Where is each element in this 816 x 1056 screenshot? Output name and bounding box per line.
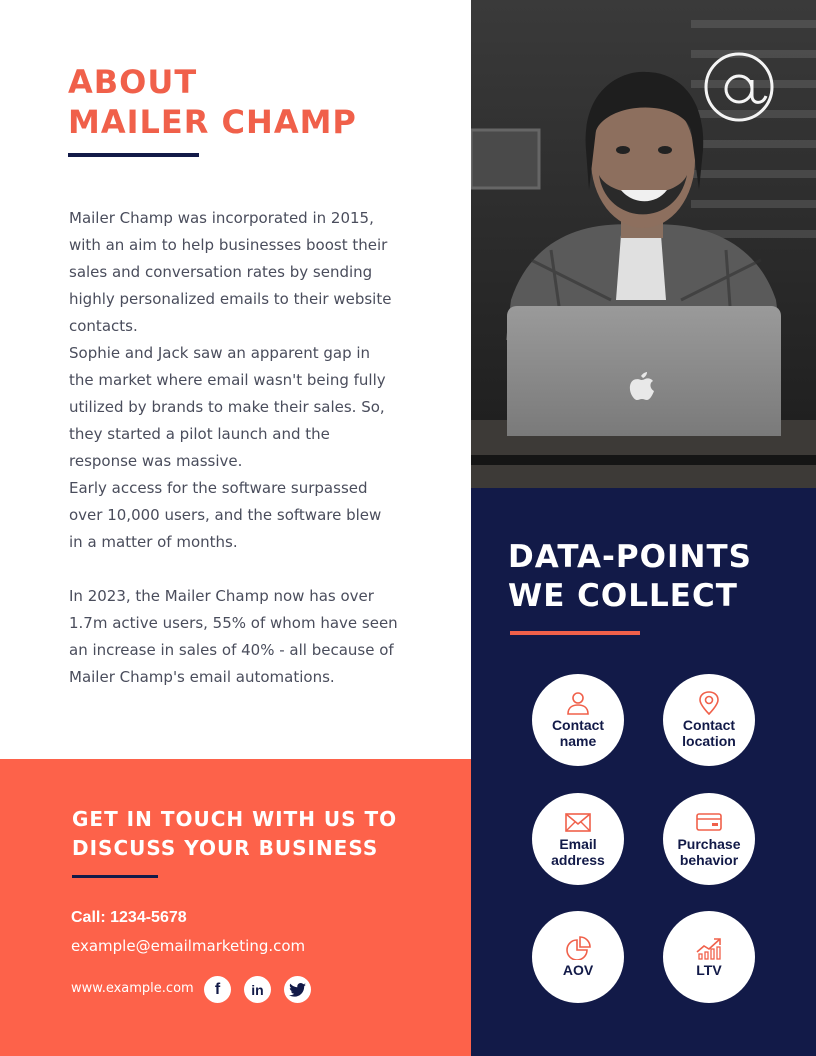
twitter-bird-icon <box>289 983 306 997</box>
data-point-aov <box>532 911 624 1003</box>
about-paragraph-1: Mailer Champ was incorporated in 2015, with an aim to help businesses boost their sales and conversation rates by sending highly personalized emails to their website contacts. <box>69 209 392 335</box>
about-paragraph-3: Early access for the software surpassed over 10,000 users, and the software blew in a matter of months. <box>69 479 382 551</box>
pie-chart-icon <box>565 936 591 960</box>
linkedin-icon[interactable] <box>244 976 271 1003</box>
email-link[interactable]: example@emailmarketing.com <box>71 937 306 955</box>
data-point-email-address <box>532 793 624 885</box>
contact-section <box>0 759 471 1056</box>
contact-heading: GET IN TOUCH WITH US TO DISCUSS YOUR BUSINESS <box>72 807 398 860</box>
data-points-heading: DATA-POINTS WE COLLECT <box>508 539 752 614</box>
data-point-label: Contact name <box>551 717 605 749</box>
data-points-underline <box>510 631 640 635</box>
about-paragraph-2: Sophie and Jack saw an apparent gap in the market where email wasn't being fully utilized by brands to make their sales. So, they started a pilot launch and the response was massive. <box>69 344 386 470</box>
data-point-label: Email address <box>551 836 605 868</box>
data-point-contact-name <box>532 674 624 766</box>
phone-number[interactable]: Call: 1234-5678 <box>71 909 187 926</box>
man-with-laptop-image <box>471 0 816 488</box>
data-point-purchase-behavior <box>663 793 755 885</box>
growth-chart-icon <box>696 936 722 960</box>
about-title: ABOUT MAILER CHAMP <box>68 63 357 141</box>
data-point-label: AOV <box>562 962 594 978</box>
envelope-icon <box>565 810 591 834</box>
data-point-label: LTV <box>696 962 722 978</box>
hero-photo <box>471 0 816 488</box>
twitter-icon[interactable] <box>284 976 311 1003</box>
location-pin-icon <box>696 691 722 715</box>
data-point-contact-location <box>663 674 755 766</box>
facebook-icon[interactable] <box>204 976 231 1003</box>
data-point-ltv <box>663 911 755 1003</box>
linkedin-icon-glyph: in <box>251 981 264 998</box>
about-title-underline <box>68 153 199 157</box>
person-icon <box>565 691 591 715</box>
data-point-label: Purchase behavior <box>677 836 741 868</box>
credit-card-icon <box>696 810 722 834</box>
data-point-label: Contact location <box>682 717 736 749</box>
facebook-icon-glyph: f <box>214 980 221 998</box>
contact-heading-underline <box>72 875 158 878</box>
about-paragraph-4: In 2023, the Mailer Champ now has over 1.7m active users, 55% of whom have seen an increase in sales of 40% - all because of Mailer Champ's email automations. <box>69 587 398 686</box>
website-link[interactable]: www.example.com <box>71 981 194 996</box>
